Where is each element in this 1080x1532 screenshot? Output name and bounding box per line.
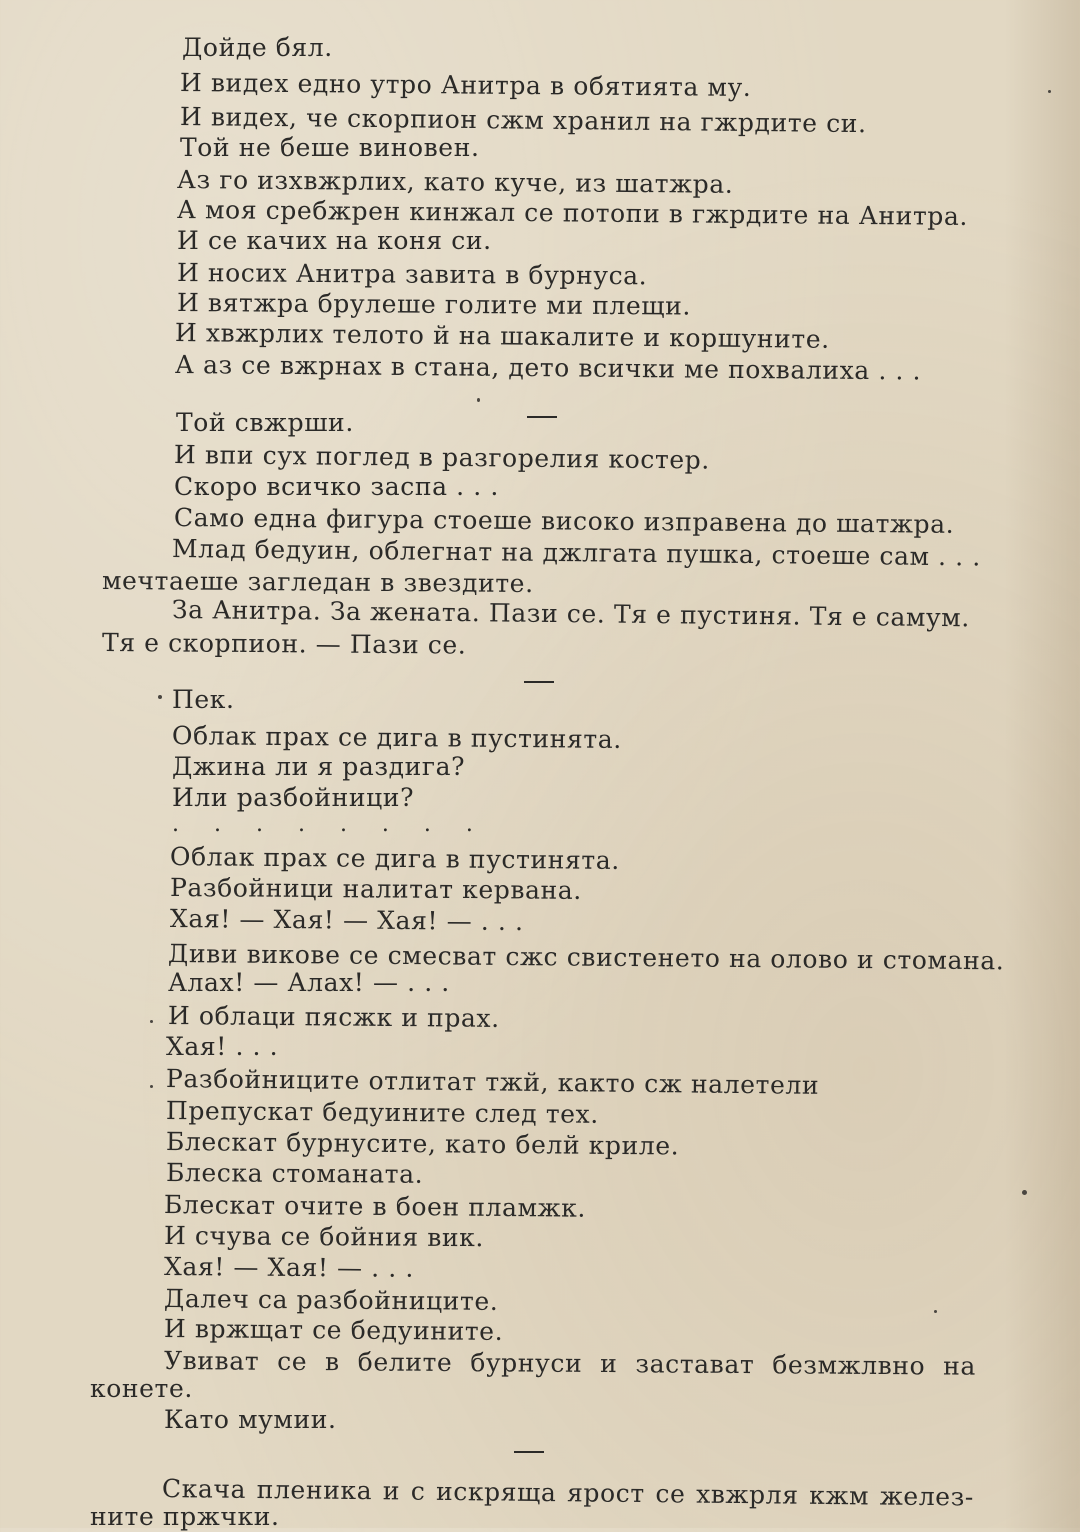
text-line: А аз се вжрнах в стана, дето всички ме похвалиха . . . (174, 350, 922, 386)
ink-speck (934, 1310, 937, 1313)
text-line: Увиват се в белите бурнуси и застават безмжлвно на (163, 1346, 977, 1381)
text-line: Той свжрши. (176, 408, 354, 437)
text-line: Или разбойници? (172, 783, 415, 812)
text-line: И вржщат се бедуините. (163, 1314, 504, 1346)
text-line: Само една фигура стоеше високо изправена до шатжра. (173, 503, 955, 539)
text-line: Диви викове се смесват сжс свистенето на олово и стомана. (167, 939, 1005, 976)
text-line: За Анитра. За жената. Пази се. Тя е пустиня. Тя е самум. (171, 595, 971, 633)
text-line: ните пржчки. (90, 1502, 280, 1531)
text-line: И впи сух поглед в разгорелия костер. (173, 440, 711, 475)
text-line: Хая! . . . (166, 1032, 279, 1061)
text-line: И видех, че скорпион сжм хранил на гжрдите си. (179, 102, 867, 139)
text-line: Блескат бурнусите, като белй криле. (165, 1127, 680, 1161)
text-line: конете. (90, 1374, 193, 1403)
text-line: Аз го изхвжрлих, като куче, из шатжра. (176, 165, 734, 199)
text-line: Облак прах се дига в пустинята. (169, 842, 620, 875)
text-line: Разбойниците отлитат тжй, както сж налетели (165, 1064, 820, 1100)
text-line: мечтаеше загледан в звездите. (101, 566, 534, 599)
text-line: А моя сребжрен кинжал се потопи в гжрдите на Анитра. (176, 195, 969, 231)
text-line: Дойде бял. (182, 33, 333, 62)
text-line: Млад бедуин, облегнат на джлгата пушка, стоеше сам . . . (171, 534, 982, 572)
ellipsis-row: . . . . . . . . (172, 812, 487, 837)
text-line: И видех едно утро Анитра в обятията му. (179, 68, 752, 102)
ink-speck (1048, 90, 1051, 93)
text-line: И вятжра брулеше голите ми плещи. (176, 288, 692, 321)
text-line: Хая! — Хая! — Хая! — . . . (169, 904, 524, 937)
text-line: Тя е скорпион. — Пази се. (101, 628, 467, 660)
text-line: И счува се бойния вик. (163, 1221, 485, 1253)
text-line: Скоро всичко заспа . . . (174, 472, 499, 501)
text-line: Далеч са разбойниците. (163, 1284, 499, 1316)
text-line: И хвжрлих телото й на шакалите и коршуните. (174, 318, 830, 354)
section-divider (527, 416, 557, 418)
text-line: И облаци пясжк и прах. (167, 1001, 500, 1033)
text-line: Скача пленика и с искряща ярост се хвжрля кжм желез- (161, 1474, 975, 1512)
text-line: Като мумии. (164, 1405, 337, 1434)
text-line: И се качих на коня си. (177, 226, 492, 255)
text-line: Джина ли я раздига? (172, 752, 466, 781)
text-line: Облак прах се дига в пустинята. (171, 721, 622, 754)
ink-speck (150, 1085, 153, 1088)
text-line: Препускат бедуините след тех. (165, 1096, 600, 1129)
ink-speck (1022, 1190, 1027, 1195)
ink-speck (477, 398, 480, 402)
section-divider (514, 1451, 544, 1453)
text-line: Пек. (172, 685, 235, 714)
text-line: Алах! — Алах! — . . . (168, 968, 450, 997)
text-line: Хая! — Хая! — . . . (163, 1252, 415, 1283)
text-line: И носих Анитра завита в бурнуса. (176, 258, 648, 291)
ink-speck (158, 695, 162, 699)
text-line: Блеска стоманата. (165, 1158, 424, 1189)
section-divider (524, 681, 554, 683)
text-line: Блескат очите в боен пламжк. (163, 1190, 587, 1223)
text-line: Разбойници налитат кервана. (169, 873, 582, 905)
ink-speck (150, 1020, 153, 1023)
text-line: Той не беше виновен. (180, 133, 480, 162)
